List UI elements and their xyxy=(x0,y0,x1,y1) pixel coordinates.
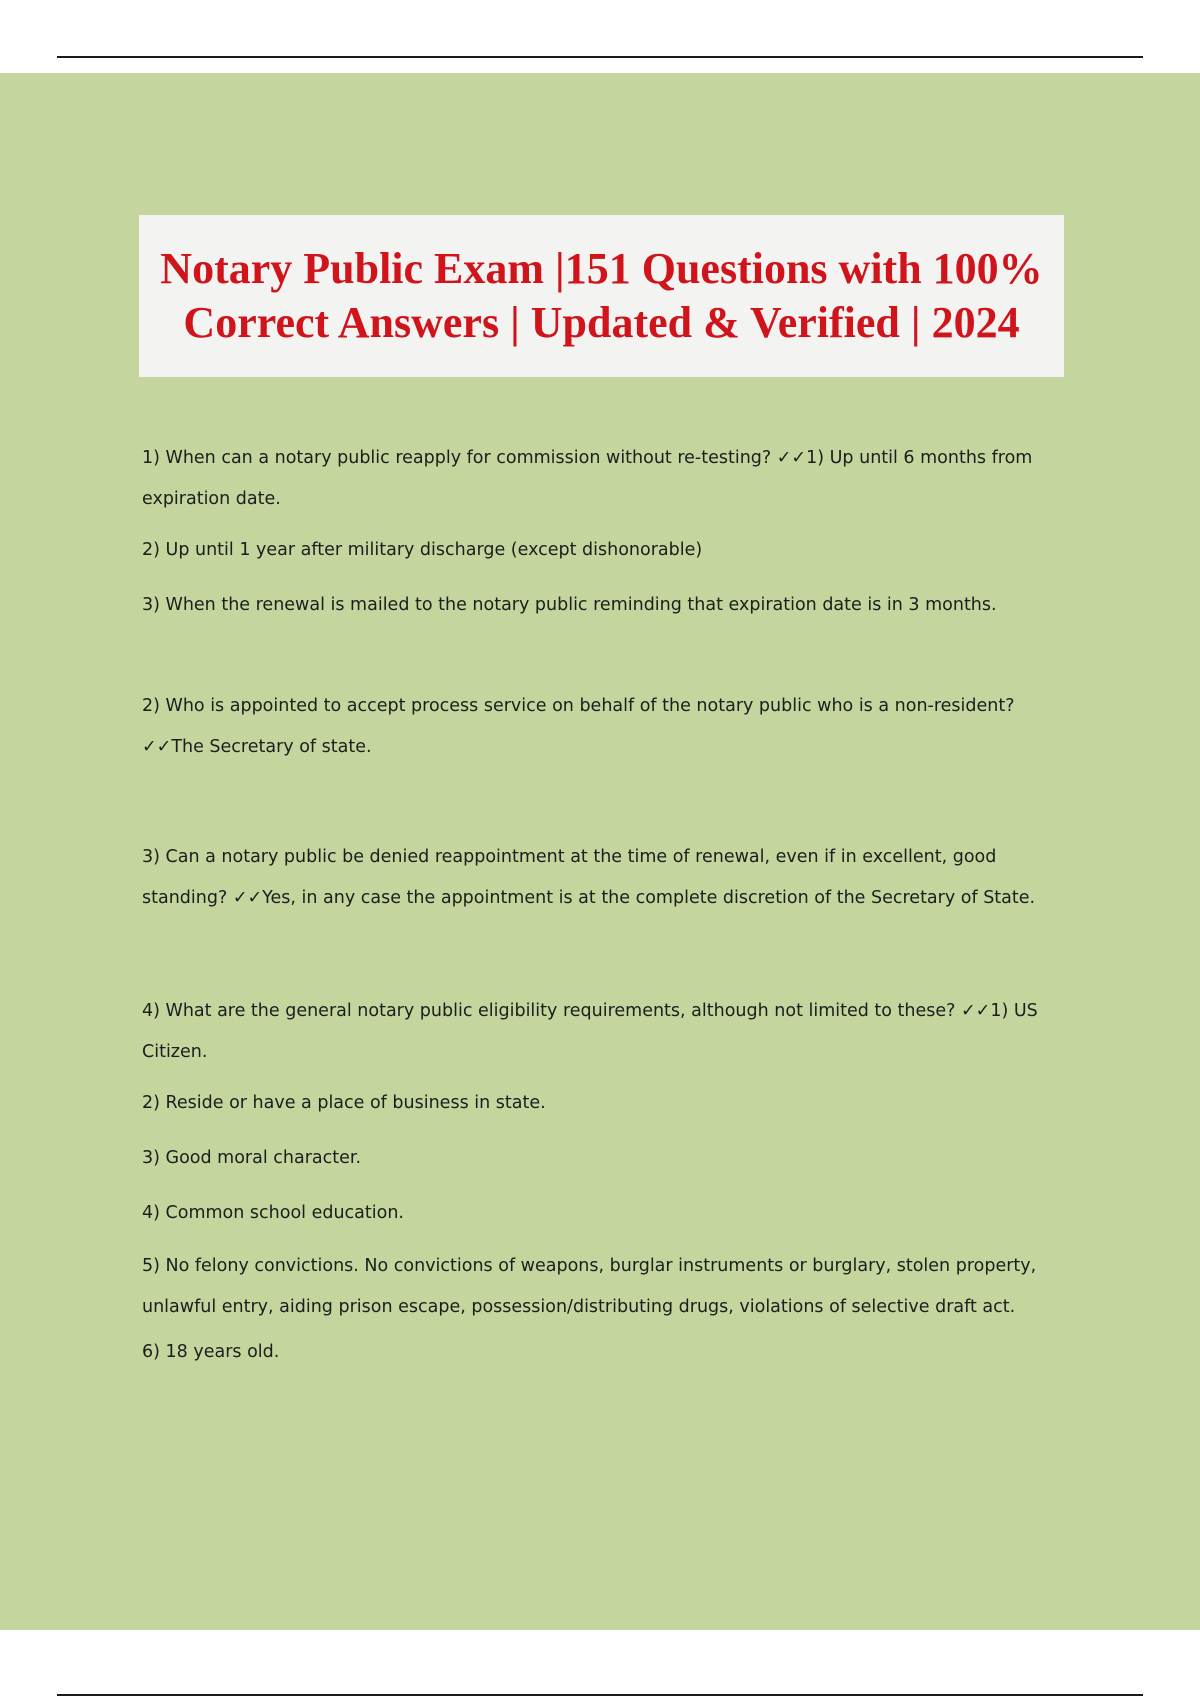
answer-line: 5) No felony convictions. No convictions of weapons, burglar instruments or burglary, stolen property, unlawful entry, aiding prison escape, possession/distributing drugs, violations of selective draft act. xyxy=(142,1256,1037,1317)
title-banner xyxy=(139,215,1064,377)
answer-line: 3) Good moral character. xyxy=(142,1148,362,1168)
answer-line: 2) Reside or have a place of business in state. xyxy=(142,1093,546,1113)
header-rule xyxy=(57,56,1143,58)
document-page xyxy=(0,73,1200,1630)
question-4: 4) What are the general notary public eligibility requirements, although not limited to these? ✓✓1) US Citizen. xyxy=(142,1001,1038,1062)
answer-line: 3) When the renewal is mailed to the notary public reminding that expiration date is in 3 months. xyxy=(142,595,997,615)
answer-line: 2) Up until 1 year after military discharge (except dishonorable) xyxy=(142,540,703,560)
answer-line: 6) 18 years old. xyxy=(142,1342,280,1362)
question-1: 1) When can a notary public reapply for commission without re-testing? ✓✓1) Up until 6 months from expiration date. xyxy=(142,448,1033,509)
footer-rule xyxy=(57,1694,1143,1696)
question-3: 3) Can a notary public be denied reappointment at the time of renewal, even if in excellent, good standing? ✓✓Yes, in any case the appointment is at the complete discretion of the Secretary of State. xyxy=(142,847,1036,908)
document-title: Notary Public Exam |151 Questions with 100% Correct Answers | Updated & Verified | 2024 xyxy=(160,244,1043,347)
question-list xyxy=(142,438,1062,1364)
question-2: 2) Who is appointed to accept process service on behalf of the notary public who is a non-resident? ✓✓The Secretary of state. xyxy=(142,696,1015,757)
answer-line: 4) Common school education. xyxy=(142,1203,404,1223)
